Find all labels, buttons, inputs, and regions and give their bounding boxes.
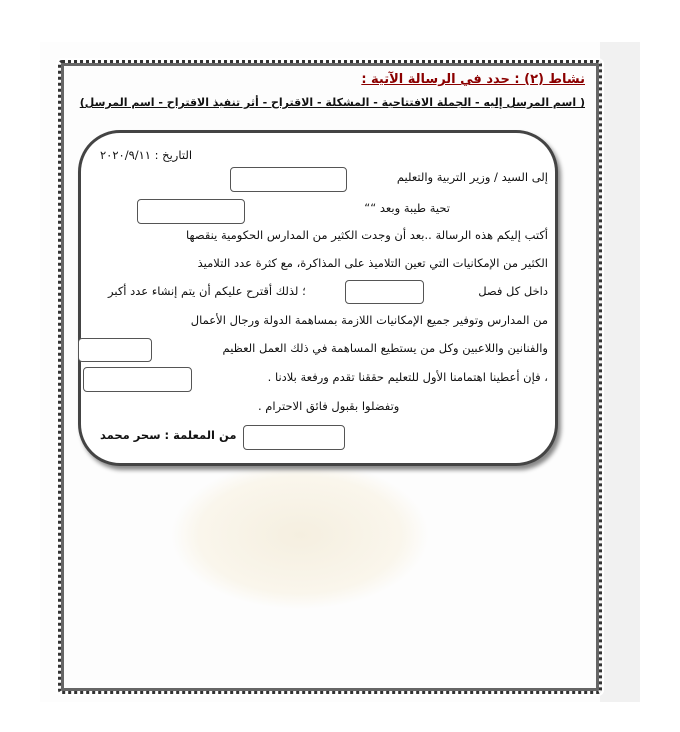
answer-box-opening[interactable] bbox=[137, 199, 245, 224]
letter-line: الكثير من الإمكانيات التي تعين التلاميذ على المذاكرة، مع كثرة عدد التلاميذ bbox=[197, 256, 548, 270]
letter-line: ؛ لذلك أقترح عليكم أن يتم إنشاء عدد أكبر bbox=[108, 284, 306, 298]
letter-line: أكتب إليكم هذه الرسالة ..بعد أن وجدت الكثير من المدارس الحكومية ينقصها bbox=[186, 228, 548, 242]
answer-box-sender[interactable] bbox=[243, 425, 345, 450]
letter-line: والفنانين واللاعبين وكل من يستطيع المساهمة في ذلك العمل العظيم bbox=[222, 341, 548, 355]
page-edge bbox=[600, 42, 640, 702]
letter-line: من المدارس وتوفير جميع الإمكانيات اللازمة بمساهمة الدولة ورجال الأعمال bbox=[190, 313, 548, 327]
letter-line: داخل كل فصل bbox=[478, 284, 548, 298]
activity-instruction: ( اسم المرسل إليه - الجملة الافتتاحية - المشكلة - الاقتراح - أثر تنفيذ الاقتراح - اسم المرسل) bbox=[79, 96, 585, 109]
letter-line: ، فإن أعطينا اهتمامنا الأول للتعليم حققنا تقدم ورفعة بلادنا . bbox=[267, 370, 548, 384]
activity-title: نشاط (٢) : حدد في الرسالة الآتية : bbox=[361, 72, 585, 87]
letter-sender: من المعلمة : سحر محمد bbox=[100, 428, 237, 442]
answer-box-recipient[interactable] bbox=[230, 167, 347, 192]
letter-line-recipient: إلى السيد / وزير التربية والتعليم bbox=[396, 170, 548, 184]
letter-date: التاريخ : ٢٠٢٠/٩/١١ bbox=[100, 148, 193, 162]
answer-box-suggestion[interactable] bbox=[78, 338, 152, 362]
letter-closing: وتفضلوا بقبول فائق الاحترام . bbox=[258, 399, 400, 413]
answer-box-problem[interactable] bbox=[345, 280, 424, 304]
letter-line-greeting: تحية طيبة وبعد ““ bbox=[364, 201, 450, 215]
answer-box-effect[interactable] bbox=[83, 367, 192, 392]
watermark-emblem bbox=[170, 460, 430, 610]
